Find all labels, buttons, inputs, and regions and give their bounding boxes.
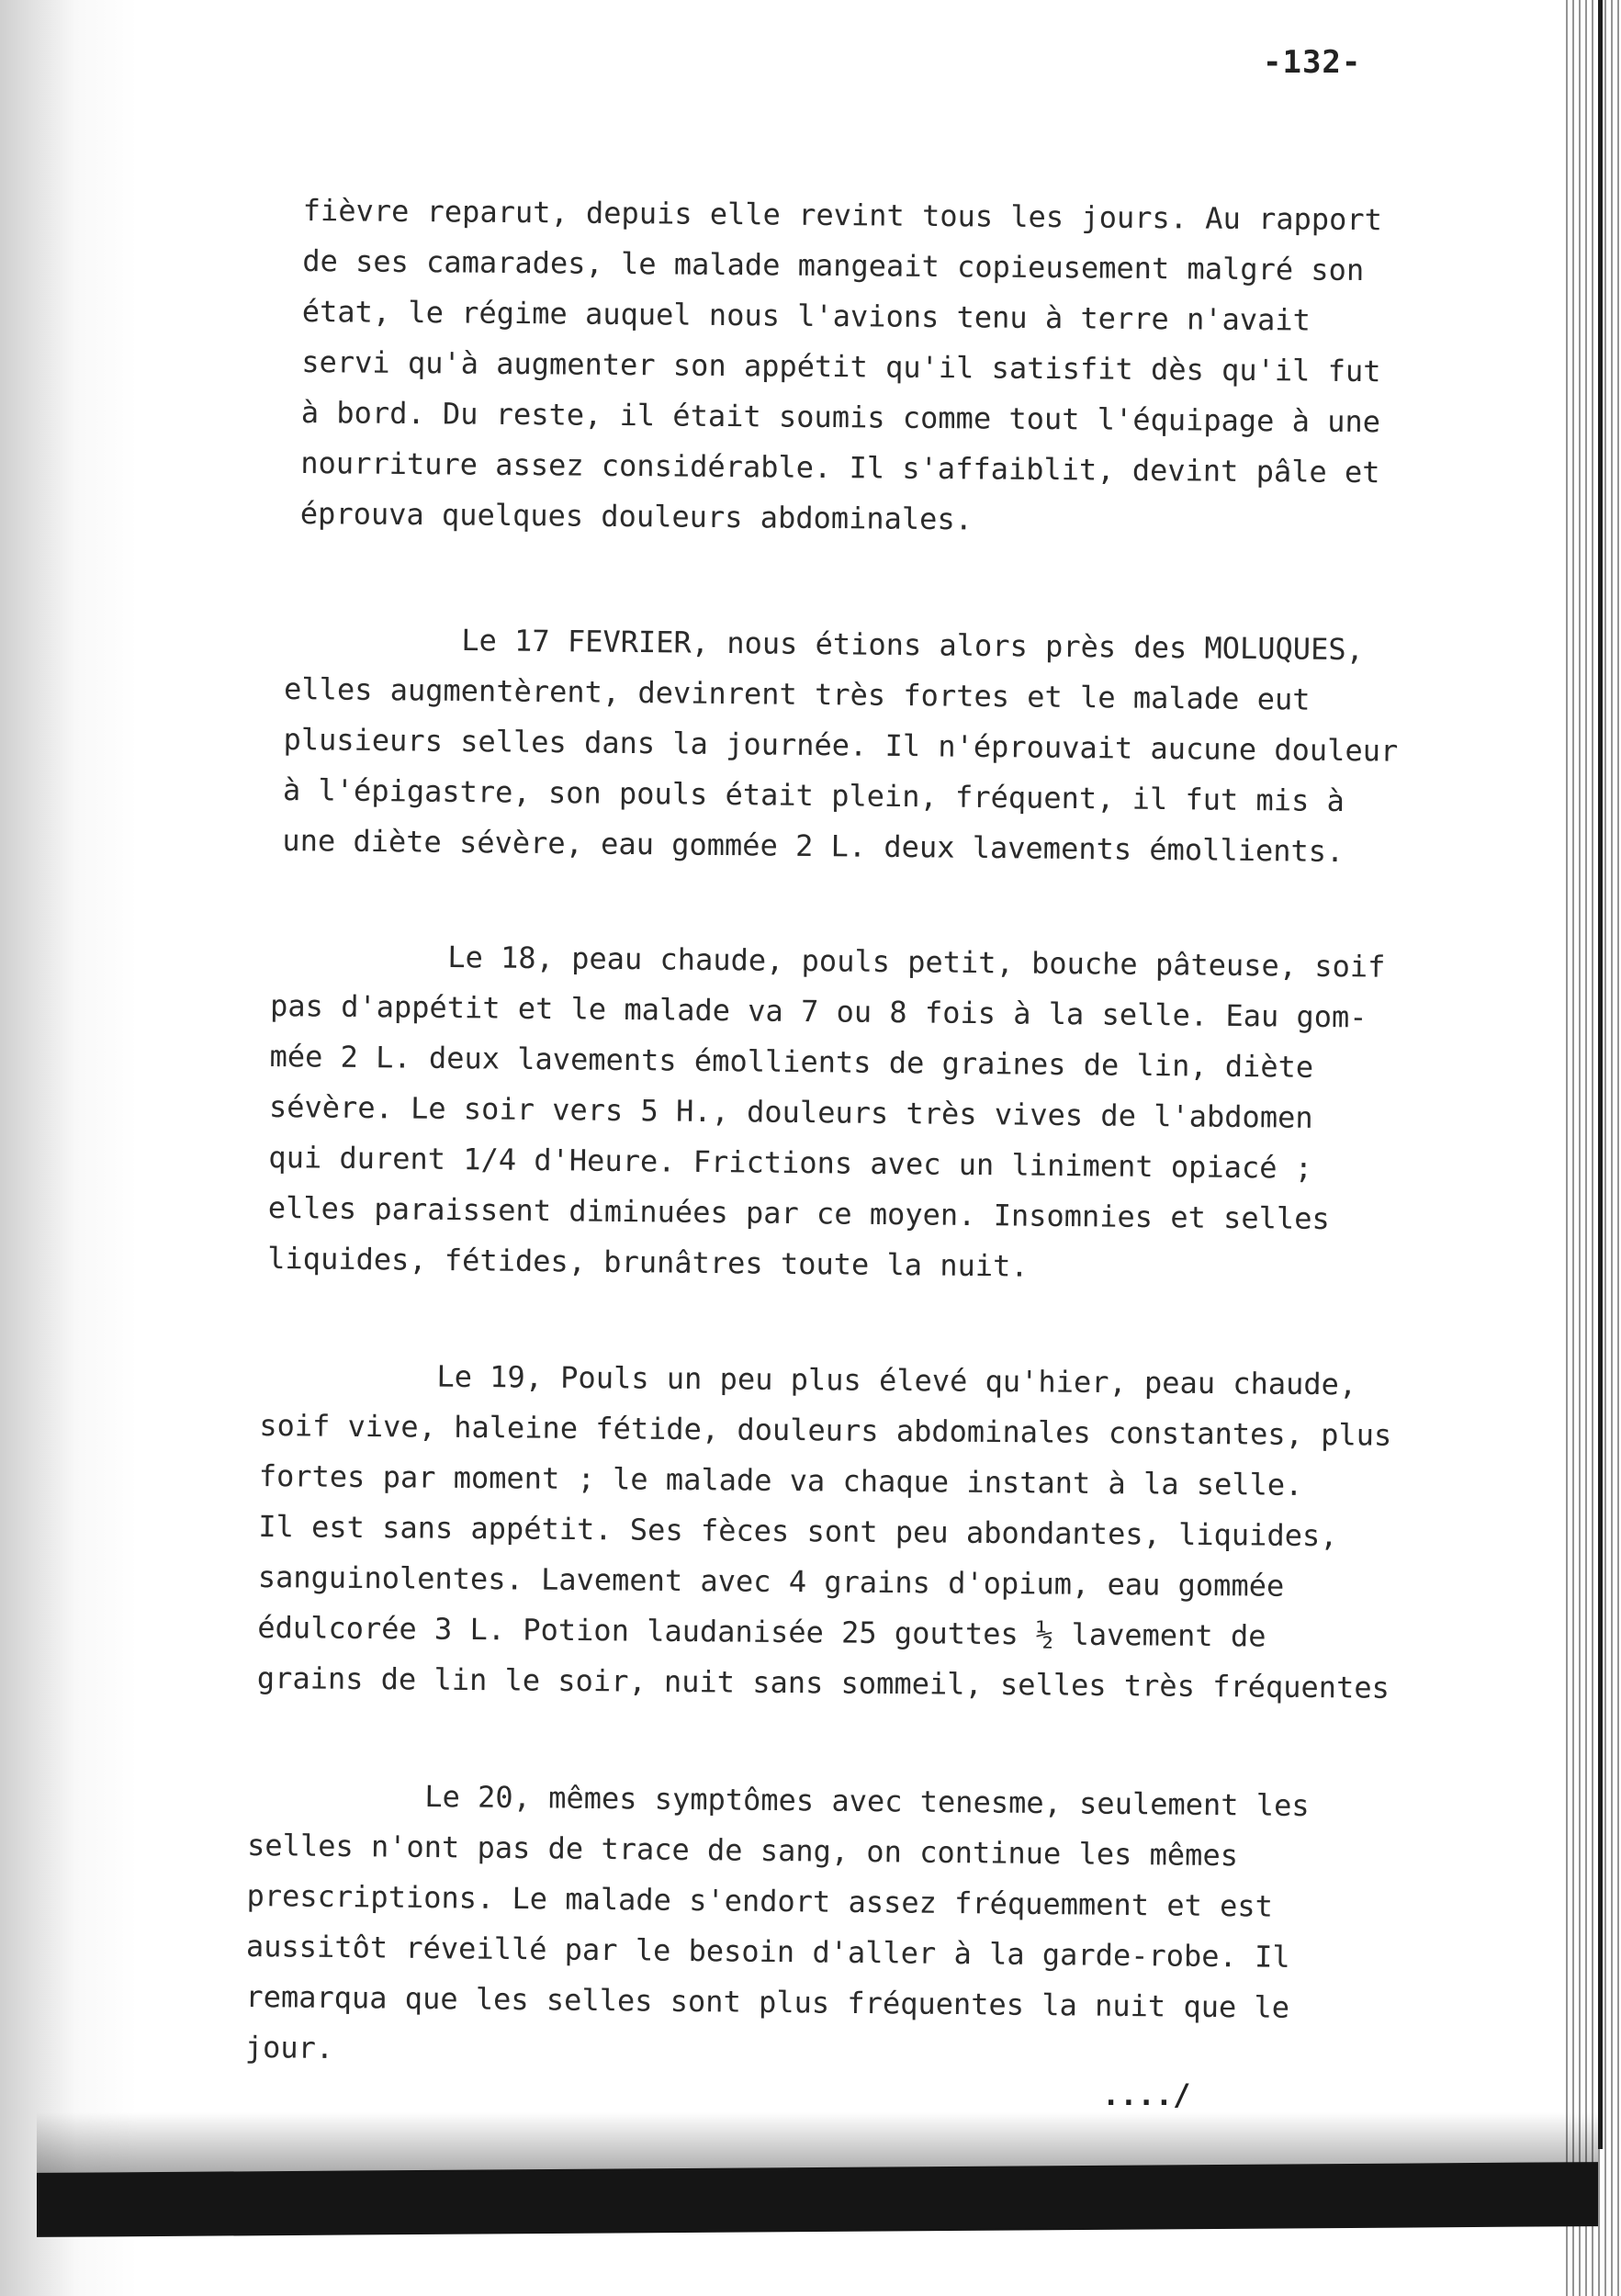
paragraph-20: [245, 1770, 1310, 2084]
text-line: fièvre reparut, depuis elle revint tous les jours. Au rapport: [302, 192, 1383, 238]
paragraph-18: [267, 930, 1386, 1296]
text-line: elles paraissent diminuées par ce moyen. Insomnies et selles: [267, 1189, 1330, 1237]
text-line: prescriptions. Le malade s'endort assez fréquemment et est: [246, 1877, 1274, 1924]
paragraph-17-fevrier: [282, 613, 1400, 878]
text-line: soif vive, haleine fétide, douleurs abdominales constantes, plus: [259, 1407, 1392, 1453]
paragraph-fever: [300, 186, 1383, 548]
text-line: jour.: [244, 2029, 334, 2065]
book-spine-dark-line: [1598, 0, 1603, 2149]
text-line: Le 20, mêmes symptômes avec tenesme, seulement les: [247, 1776, 1310, 1824]
text-line: selles n'ont pas de trace de sang, on continue les mêmes: [246, 1827, 1239, 1874]
paragraph-19: [257, 1350, 1392, 1714]
text-line: à bord. Du reste, il était soumis comme tout l'équipage à une: [300, 394, 1381, 440]
continuation-mark: ..../: [1102, 2077, 1191, 2112]
scan-shadow-left: [0, 0, 138, 2296]
text-line: qui durent 1/4 d'Heure. Frictions avec un liniment opiacé ;: [268, 1139, 1313, 1186]
text-line: Le 19, Pouls un peu plus élevé qu'hier, peau chaude,: [259, 1356, 1357, 1402]
text-line: sanguinolentes. Lavement avec 4 grains d'opium, eau gommée: [257, 1559, 1285, 1604]
text-line: mée 2 L. deux lavements émollients de graines de lin, diète: [269, 1038, 1314, 1085]
text-line: remarqua que les selles sont plus fréquentes la nuit que le: [245, 1978, 1290, 2025]
book-spine-edge: [1566, 0, 1621, 2296]
text-line: sévère. Le soir vers 5 H., douleurs très vives de l'abdomen: [268, 1088, 1313, 1135]
page-number: -132-: [1263, 44, 1362, 81]
text-line: elles augmentèrent, devinrent très fortes et le malade eut: [283, 670, 1311, 717]
text-line: état, le régime auquel nous l'avions tenu à terre n'avait: [301, 293, 1311, 338]
text-line: plusieurs selles dans la journée. Il n'éprouvait aucune douleur: [283, 721, 1399, 769]
text-line: à l'épigastre, son pouls était plein, fréquent, il fut mis à: [282, 771, 1345, 819]
text-line: fortes par moment ; le malade va chaque instant à la selle.: [258, 1458, 1303, 1503]
text-line: aussitôt réveillé par le besoin d'aller à la garde-robe. Il: [245, 1928, 1290, 1975]
text-line: nourriture assez considérable. Il s'affaiblit, devint pâle et: [300, 445, 1380, 490]
text-line: grains de lin le soir, nuit sans sommeil, selles très fréquentes: [256, 1660, 1390, 1705]
text-line: liquides, fétides, brunâtres toute la nuit.: [267, 1240, 1029, 1284]
text-line: éprouva quelques douleurs abdominales.: [299, 495, 974, 537]
text-line: Il est sans appétit. Ses fèces sont peu abondantes, liquides,: [258, 1508, 1338, 1554]
text-line: pas d'appétit et le malade va 7 ou 8 fois à la selle. Eau gom-: [269, 987, 1368, 1035]
text-line: une diète sévère, eau gommée 2 L. deux lavements émollients.: [282, 822, 1345, 870]
text-line: de ses camarades, le malade mangeait copieusement malgré son: [302, 242, 1365, 288]
text-line: Le 17 FEVRIER, nous étions alors près des MOLUQUES,: [284, 620, 1365, 668]
text-line: servi qu'à augmenter son appétit qu'il satisfit dès qu'il fut: [301, 343, 1381, 389]
scan-dark-band: [37, 2162, 1598, 2237]
text-line: Le 18, peau chaude, pouls petit, bouche pâteuse, soif: [270, 937, 1386, 985]
text-line: édulcorée 3 L. Potion laudanisée 25 gouttes ½ lavement de: [257, 1609, 1266, 1654]
